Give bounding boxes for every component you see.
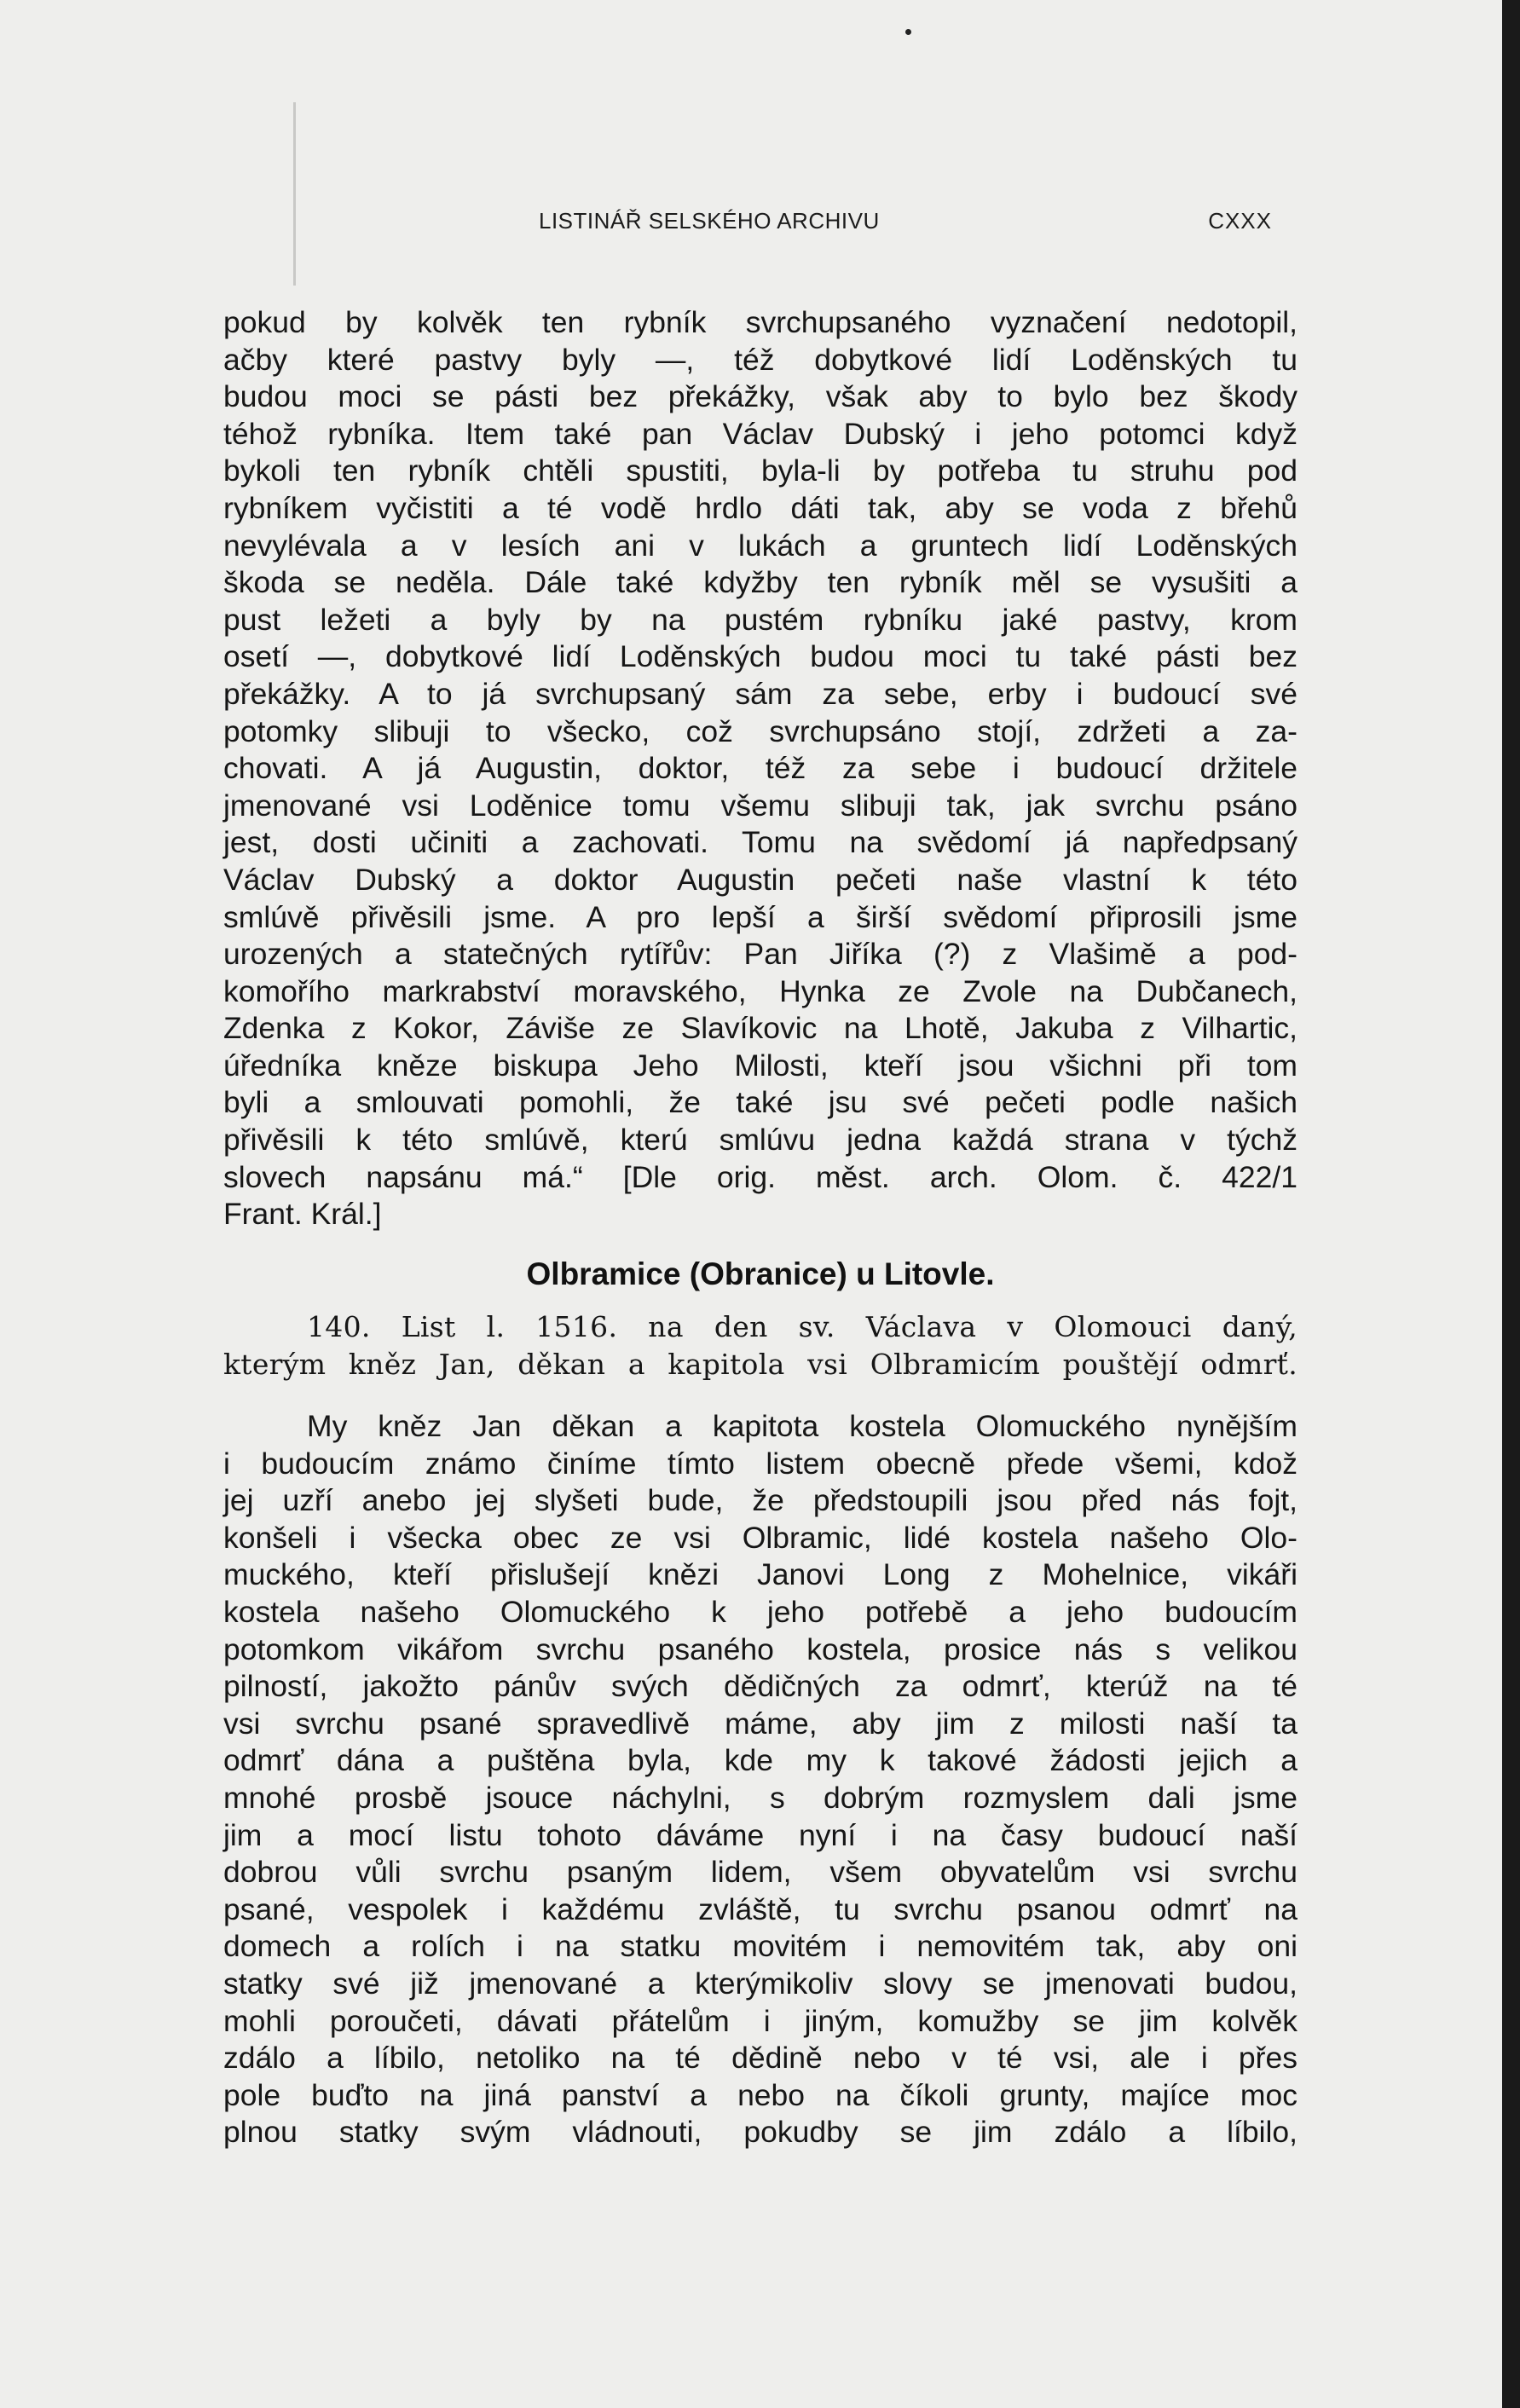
text-line: smlúvě přivěsili jsme. A pro lepší a širší svědomí připrosili jsme	[223, 899, 1297, 934]
paragraph-continued	[223, 304, 1297, 1233]
document-title	[223, 1308, 1297, 1383]
text-line: plnou statky svým vládnouti, pokudby se jim zdálo a líbilo,	[223, 2115, 1297, 2150]
text-line: bykoli ten rybník chtěli spustiti, byla-li by potřeba tu struhu pod	[223, 453, 1297, 488]
text-line: pokud by kolvěk ten rybník svrchupsaného vyznačení nedotopil,	[223, 305, 1297, 339]
text-line: slovech napsánu má.“ [Dle orig. měst. arch. Olom. č. 422/1	[223, 1159, 1297, 1194]
text-line: dobrou vůli svrchu psaným lidem, všem obyvatelům vsi svrchu	[223, 1855, 1297, 1890]
header-title: LISTINÁŘ SELSKÉHO ARCHIVU	[539, 208, 880, 234]
text-line: přivěsili k této smlúvě, kterú smlúvu jedna každá strana v týchž	[223, 1123, 1297, 1158]
text-line: muckého, kteří přislušejí knězi Janovi Long z Mohelnice, vikáři	[223, 1557, 1297, 1592]
section-heading: Olbramice (Obranice) u Litovle.	[526, 1256, 995, 1291]
text-line: odmrť dána a puštěna byla, kde my k takové žádosti jejich a	[223, 1743, 1297, 1778]
text-line: jim a mocí listu tohoto dáváme nyní i na časy budoucí naší	[223, 1817, 1297, 1852]
text-line: osetí —, dobytkové lidí Loděnských budou moci tu také pásti bez	[223, 639, 1297, 674]
text-line: jmenované vsi Loděnice tomu všemu slibuji tak, jak svrchu psáno	[223, 788, 1297, 823]
ink-speck	[905, 29, 911, 35]
text-line: komořího markrabství moravského, Hynka ze Zvole na Dubčanech,	[223, 973, 1297, 1008]
text-line: pust ležeti a byly by na pustém rybníku jaké pastvy, krom	[223, 602, 1297, 637]
document-title-line: 140. List l. 1516. na den sv. Václava v Olomouci daný,	[307, 1310, 1297, 1343]
text-line: nevylévala a v lesích ani v lukách a gruntech lidí Loděnských	[223, 528, 1297, 563]
text-line: pilností, jakožto pánův svých dědičných za odmrť, kterúž na té	[223, 1669, 1297, 1704]
text-line: domech a rolích i na statku movitém i nemovitém tak, aby oni	[223, 1929, 1297, 1964]
text-line: ačby které pastvy byly —, též dobytkové lidí Loděnských tu	[223, 342, 1297, 377]
running-header	[539, 208, 1272, 242]
text-line: chovati. A já Augustin, doktor, též za sebe i budoucí držitele	[223, 751, 1297, 786]
scan-edge	[1502, 0, 1520, 2408]
text-line: potomky slibuji to všecko, což svrchupsáno stojí, zdržeti a za-	[223, 713, 1297, 748]
text-line: potomkom vikářom svrchu psaného kostela, prosice nás s velikou	[223, 1631, 1297, 1666]
text-line: urozených a statečných rytířův: Pan Jiříka (?) z Vlašimě a pod-	[223, 937, 1297, 972]
document-body	[223, 1408, 1297, 2151]
text-line: byli a smlouvati pomohli, že také jsu své pečeti podle našich	[223, 1085, 1297, 1120]
margin-line	[293, 102, 296, 286]
text-line: rybníkem vyčistiti a té vodě hrdlo dáti tak, aby se voda z břehů	[223, 490, 1297, 525]
text-line: kostela našeho Olomuckého k jeho potřebě a jeho budoucím	[223, 1594, 1297, 1629]
text-line: i budoucím známo činíme tímto listem obecně přede všemi, kdož	[223, 1446, 1297, 1481]
document-title-line: kterým kněz Jan, děkan a kapitola vsi Olbramicím pouštějí odmrť.	[223, 1347, 1297, 1381]
citation-line: Frant. Král.]	[223, 1197, 382, 1232]
text-line: Václav Dubský a doktor Augustin pečeti naše vlastní k této	[223, 862, 1297, 897]
text-line: Zdenka z Kokor, Záviše ze Slavíkovic na Lhotě, Jakuba z Vilhartic,	[223, 1011, 1297, 1046]
text-line: překážky. A to já svrchupsaný sám za sebe, erby i budoucí své	[223, 676, 1297, 711]
text-line: statky své již jmenované a kterýmikoliv slovy se jmenovati budou,	[223, 1966, 1297, 2001]
text-line: mohli poroučeti, dávati přátelům i jiným, komužby se jim kolvěk	[223, 2003, 1297, 2038]
text-line: úředníka kněze biskupa Jeho Milosti, kteří jsou všichni při tom	[223, 1048, 1297, 1083]
text-line: konšeli i všecka obec ze vsi Olbramic, lidé kostela našeho Olo-	[223, 1520, 1297, 1555]
text-line: škoda se neděla. Dále také kdyžby ten rybník měl se vysušiti a	[223, 565, 1297, 600]
text-line: jest, dosti učiniti a zachovati. Tomu na svědomí já napředpsaný	[223, 825, 1297, 860]
text-line: mnohé prosbě jsouce náchylni, s dobrým rozmyslem dali jsme	[223, 1780, 1297, 1815]
text-line: budou moci se pásti bez překážky, však aby to bylo bez škody	[223, 379, 1297, 414]
text-line: pole buďto na jiná panství a nebo na číkoli grunty, majíce moc	[223, 2077, 1297, 2112]
text-line: psané, vespolek i každému zvláště, tu svrchu psanou odmrť na	[223, 1891, 1297, 1926]
text-line: My kněz Jan děkan a kapitota kostela Olomuckého nynějším	[307, 1409, 1297, 1443]
text-line: téhož rybníka. Item také pan Václav Dubský i jeho potomci když	[223, 416, 1297, 451]
text-line: vsi svrchu psané spravedlivě máme, aby jim z milosti naší ta	[223, 1706, 1297, 1741]
text-line: zdálo a líbilo, netoliko na té dědině nebo v té vsi, ale i přes	[223, 2041, 1297, 2076]
header-page-number: CXXX	[1208, 208, 1272, 234]
text-line: jej uzří anebo jej slyšeti bude, že předstoupili jsou před nás fojt,	[223, 1483, 1297, 1518]
